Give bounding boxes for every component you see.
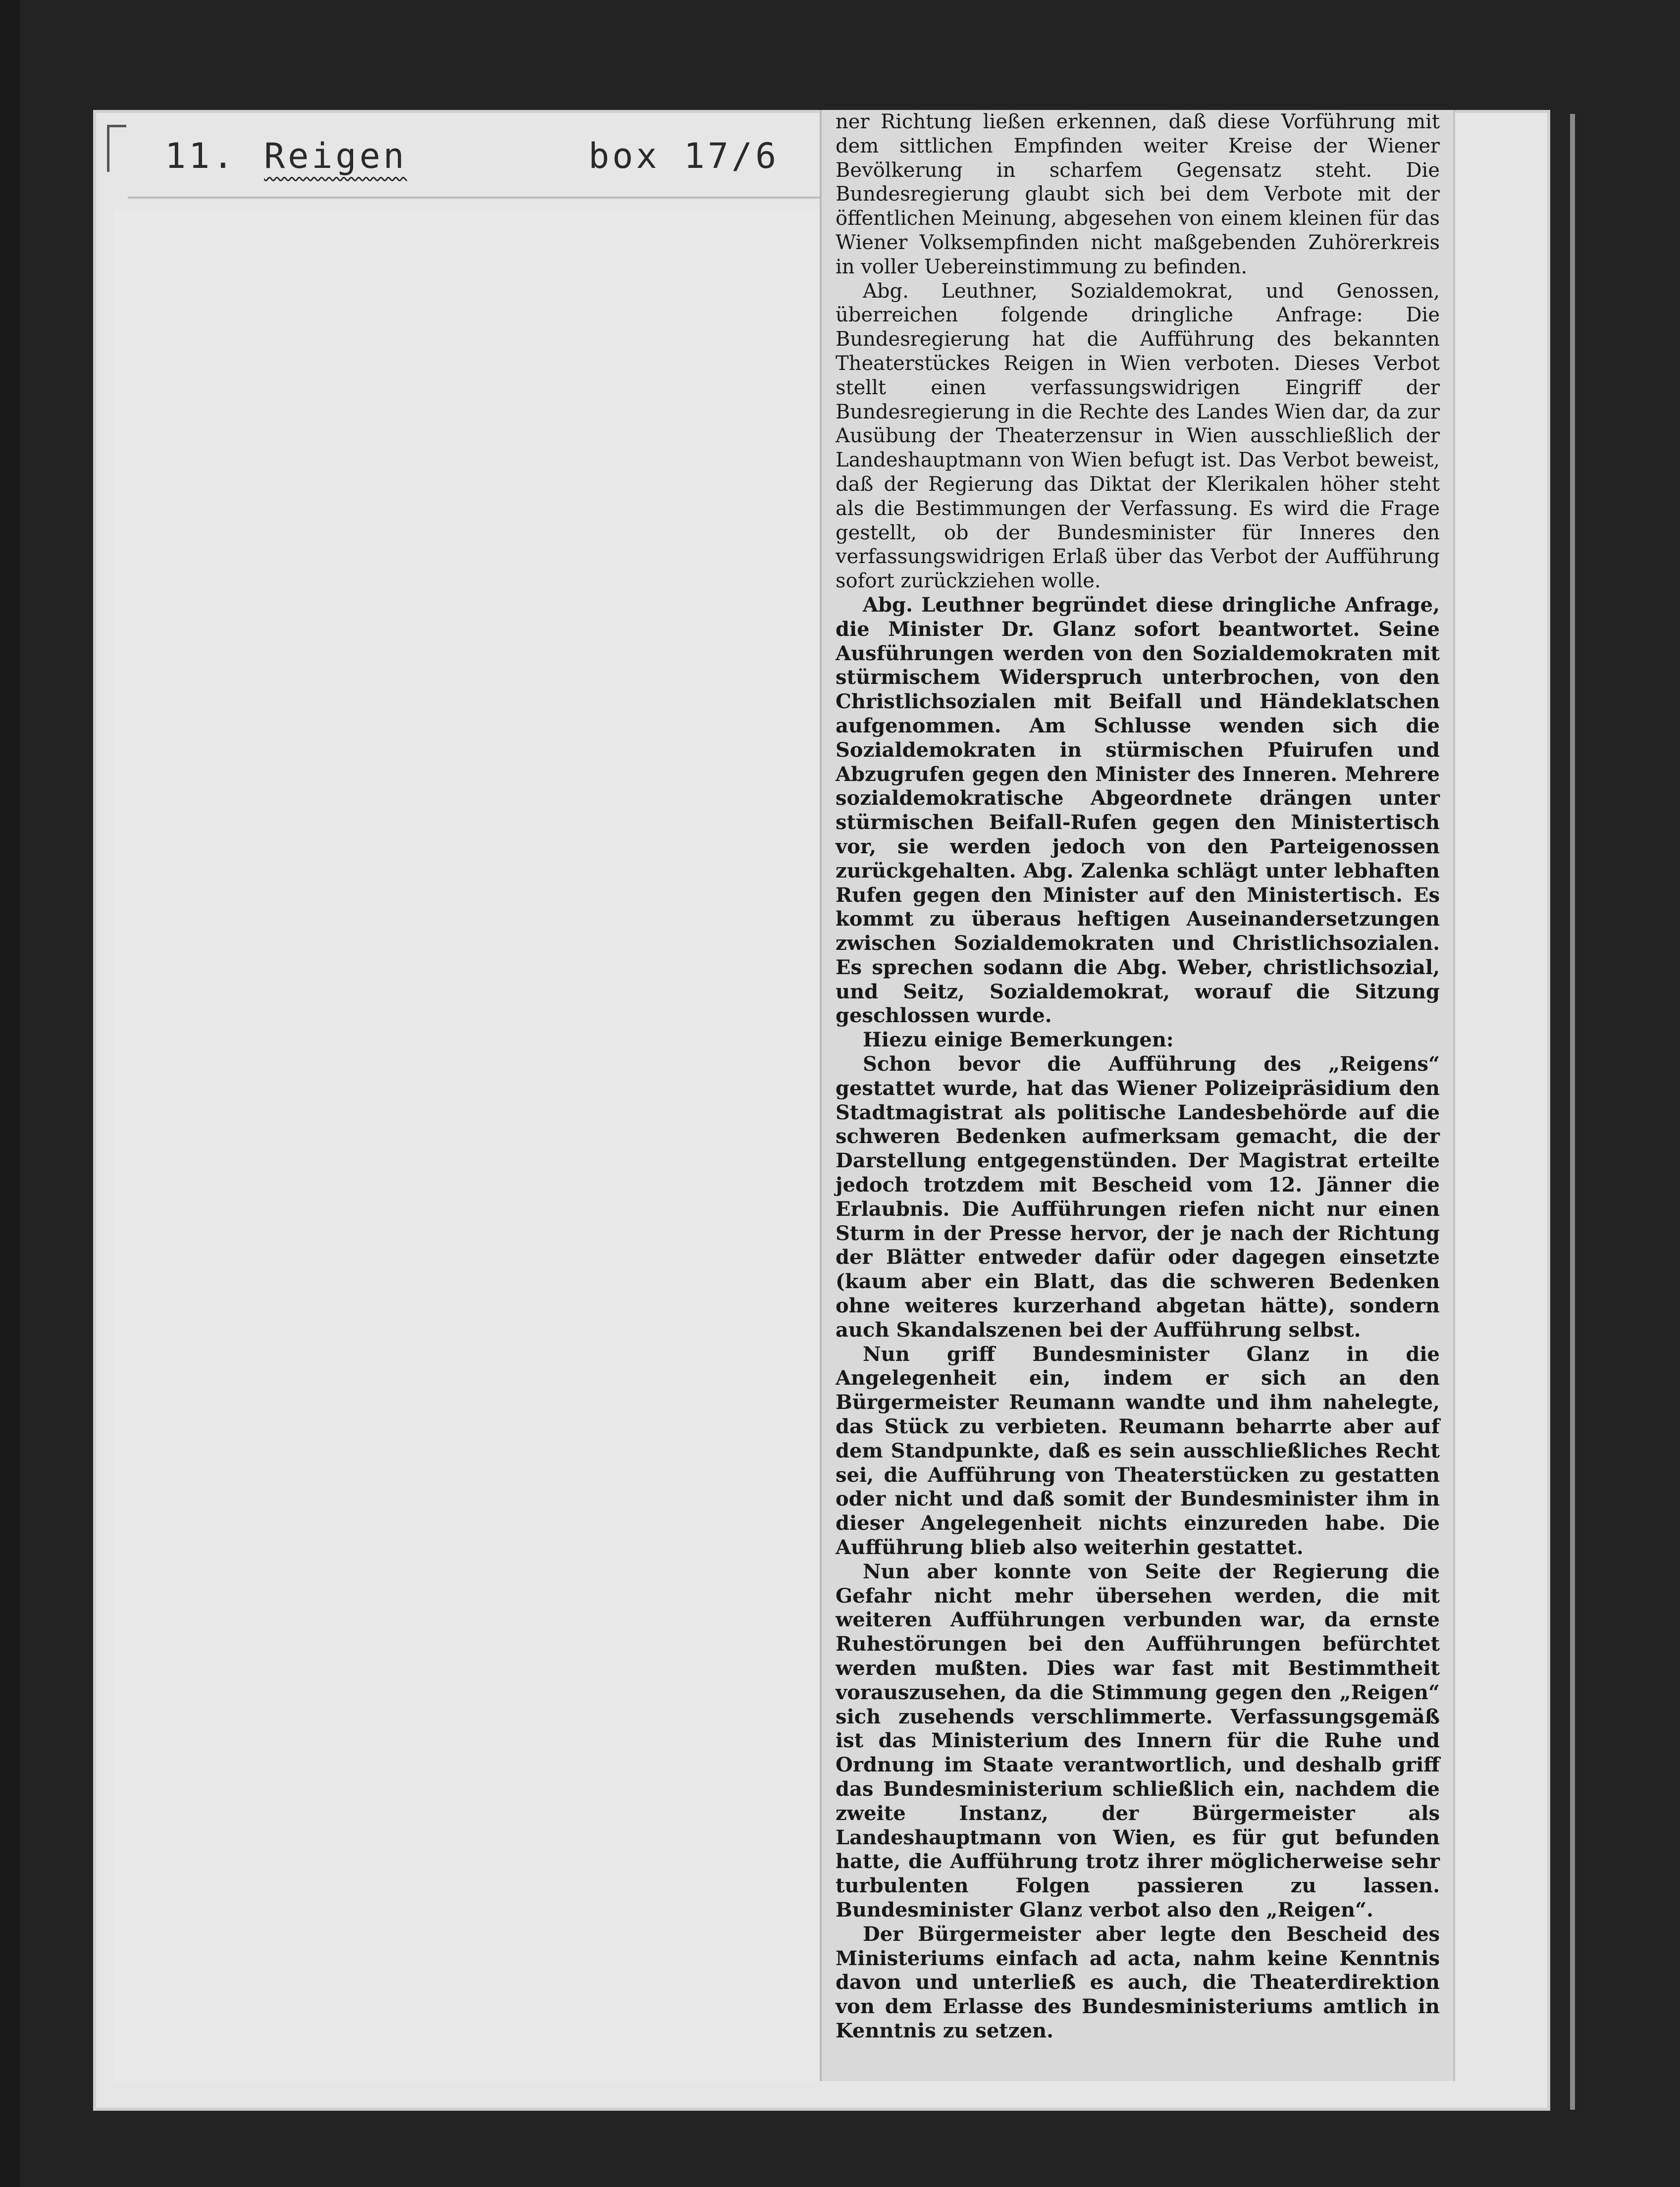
article-paragraph: Schon bevor die Aufführung des „Reigens“ gestattet wurde, hat das Wiener Polizeipräsidium den Stadtmagistrat als politische Landesbehörde auf die schweren Bedenken aufmerksam gemacht, die der Darstellung entgegenstünden. Der Magistrat erteilte jedoch trotzdem mit Bescheid vom 12. Jänner die Erlaubnis. Die Aufführungen riefen nicht nur einen Sturm in der Presse hervor, der je nach der Richtung der Blätter entweder dafür oder dagegen einsetzte (kaum aber ein Blatt, das die schweren Bedenken ohne weiteres kurzerhand abgetan hätte), sondern auch Skandalszenen bei der Aufführung selbst. bbox=[836, 1052, 1440, 1342]
film-edge bbox=[0, 0, 20, 2187]
newspaper-clipping bbox=[820, 110, 1455, 2081]
blank-mount-area bbox=[113, 209, 821, 2081]
archive-label bbox=[165, 126, 809, 185]
label-box: box 17/6 bbox=[588, 136, 780, 176]
label-title: Reigen bbox=[264, 136, 407, 176]
header-divider bbox=[128, 197, 821, 199]
article-text bbox=[836, 110, 1440, 2043]
article-paragraph: Abg. Leuthner, Sozialdemokrat, und Genossen, überreichen folgende dringliche Anfrage: Die Bundesregierung hat die Aufführung des bekannten Theaterstückes Reigen in Wien verboten. Dieses Verbot stellt einen verfassungswidrigen Eingriff der Bundesregierung in die Rechte des Landes Wien dar, da zur Ausübung der Theaterzensur in Wien ausschließlich der Landeshauptmann von Wien befugt ist. Das Verbot beweist, daß der Regierung das Diktat der Klerikalen höher steht als die Bestimmungen der Verfassung. Es wird die Frage gestellt, ob der Bundesminister für Inneres den verfassungswidrigen Erlaß über das Verbot der Aufführung sofort zurückziehen wolle. bbox=[836, 279, 1440, 593]
article-subheading: Hiezu einige Bemerkungen: bbox=[863, 1028, 1174, 1052]
page-corner-mark bbox=[107, 125, 126, 172]
article-paragraph: Abg. Leuthner begründet diese dringliche Anfrage, die Minister Dr. Glanz sofort beantwortet. Seine Ausführungen werden von den Sozialdemokraten mit stürmischem Widerspruch unterbrochen, von den Christlichsozialen mit Beifall und Händeklatschen aufgenommen. Am Schlusse wenden sich die Sozialdemokraten in stürmischen Pfuirufen und Abzugrufen gegen den Minister des Inneren. Mehrere sozialdemokratische Abgeordnete drängen unter stürmischen Beifall-Rufen gegen den Ministertisch vor, sie werden jedoch von den Parteigenossen zurückgehalten. Abg. Zalenka schlägt unter lebhaften Rufen gegen den Minister auf den Ministertisch. Es kommt zu überaus heftigen Auseinandersetzungen zwischen Sozialdemokraten und Christlichsozialen. Es sprechen sodann die Abg. Weber, christlichsozial, und Seitz, Sozialdemokrat, worauf die Sitzung geschlossen wurde. bbox=[836, 593, 1440, 1028]
clipping-shadow bbox=[1570, 114, 1575, 2110]
article-paragraph: Nun griff Bundesminister Glanz in die Angelegenheit ein, indem er sich an den Bürgermeister Reumann wandte und ihm nahelegte, das Stück zu verbieten. Reumann beharrte aber auf dem Standpunkte, daß es sein ausschließliches Recht sei, die Aufführung von Theaterstücken zu gestatten oder nicht und daß somit der Bundesminister ihm in dieser Angelegenheit nichts einzureden habe. Die Aufführung blieb also weiterhin gestattet. bbox=[836, 1342, 1440, 1560]
article-paragraph: Der Bürgermeister aber legte den Bescheid des Ministeriums einfach ad acta, nahm keine Kenntnis davon und unterließ es auch, die Theaterdirektion von dem Erlasse des Bundesministeriums amtlich in Kenntnis zu setzen. bbox=[836, 1922, 1440, 2042]
article-paragraph: ner Richtung ließen erkennen, daß diese Vorführung mit dem sittlichen Empfinden weiter Kreise der Wiener Bevölkerung in scharfem Gegensatz steht. Die Bundesregierung glaubt sich bei dem Verbote mit der öffentlichen Meinung, abgesehen von einem kleinen für das Wiener Volksempfinden nicht maßgebenden Zuhörerkreis in voller Uebereinstimmung zu befinden. bbox=[836, 110, 1440, 278]
article-paragraph: Nun aber konnte von Seite der Regierung die Gefahr nicht mehr übersehen werden, die mit weiteren Aufführungen verbunden war, da ernste Ruhestörungen bei den Aufführungen befürchtet werden mußten. Dies war fast mit Bestimmtheit vorauszusehen, da die Stimmung gegen den „Reigen“ sich zusehends verschlimmerte. Verfassungsgemäß ist das Ministerium des Innern für die Ruhe und Ordnung im Staate verantwortlich, und deshalb griff das Bundesministerium schließlich ein, nachdem die zweite Instanz, der Bürgermeister als Landeshauptmann von Wien, es für gut befunden hatte, die Aufführung trotz ihrer möglicherweise sehr turbulenten Folgen passieren zu lassen. Bundesminister Glanz verbot also den „Reigen“. bbox=[836, 1560, 1440, 1922]
label-number: 11. bbox=[165, 136, 237, 176]
